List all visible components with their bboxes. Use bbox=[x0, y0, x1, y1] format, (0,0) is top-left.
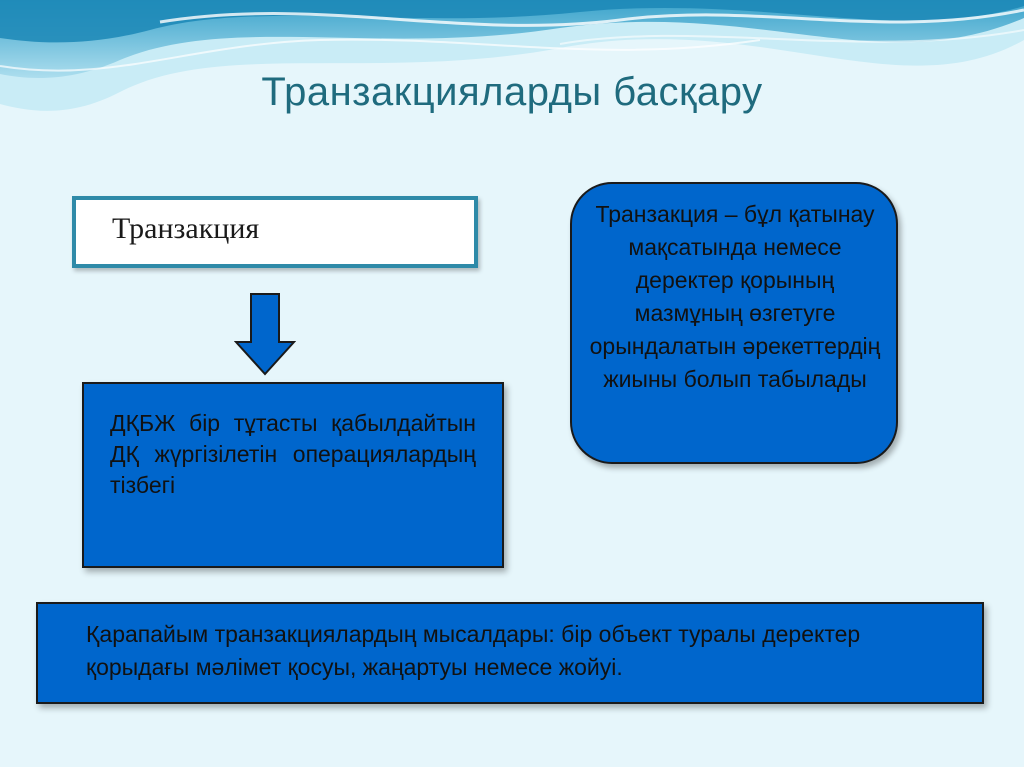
definition-text: ДҚБЖ бір тұтасты қабылдайтын ДҚ жүргізілетін операциялардың тізбегі bbox=[110, 410, 476, 498]
example-box bbox=[36, 602, 984, 704]
slide-title: Транзакцияларды басқару bbox=[261, 70, 763, 114]
term-box bbox=[72, 196, 478, 268]
term-label: Транзакция bbox=[112, 212, 260, 245]
description-text: Транзакция – бұл қатынау мақсатында немесе деректер қорының мазмұның өзгетуге орындалатын әрекеттердің жиыны болып табылады bbox=[589, 201, 881, 392]
definition-box bbox=[82, 382, 504, 568]
arrow-down-icon bbox=[234, 292, 296, 376]
description-box bbox=[570, 182, 898, 464]
example-text: Қарапайым транзакциялардың мысалдары: бір объект туралы деректер қорыдағы мәлімет қосуы, жаңартуы немесе жойуі. bbox=[86, 621, 861, 680]
